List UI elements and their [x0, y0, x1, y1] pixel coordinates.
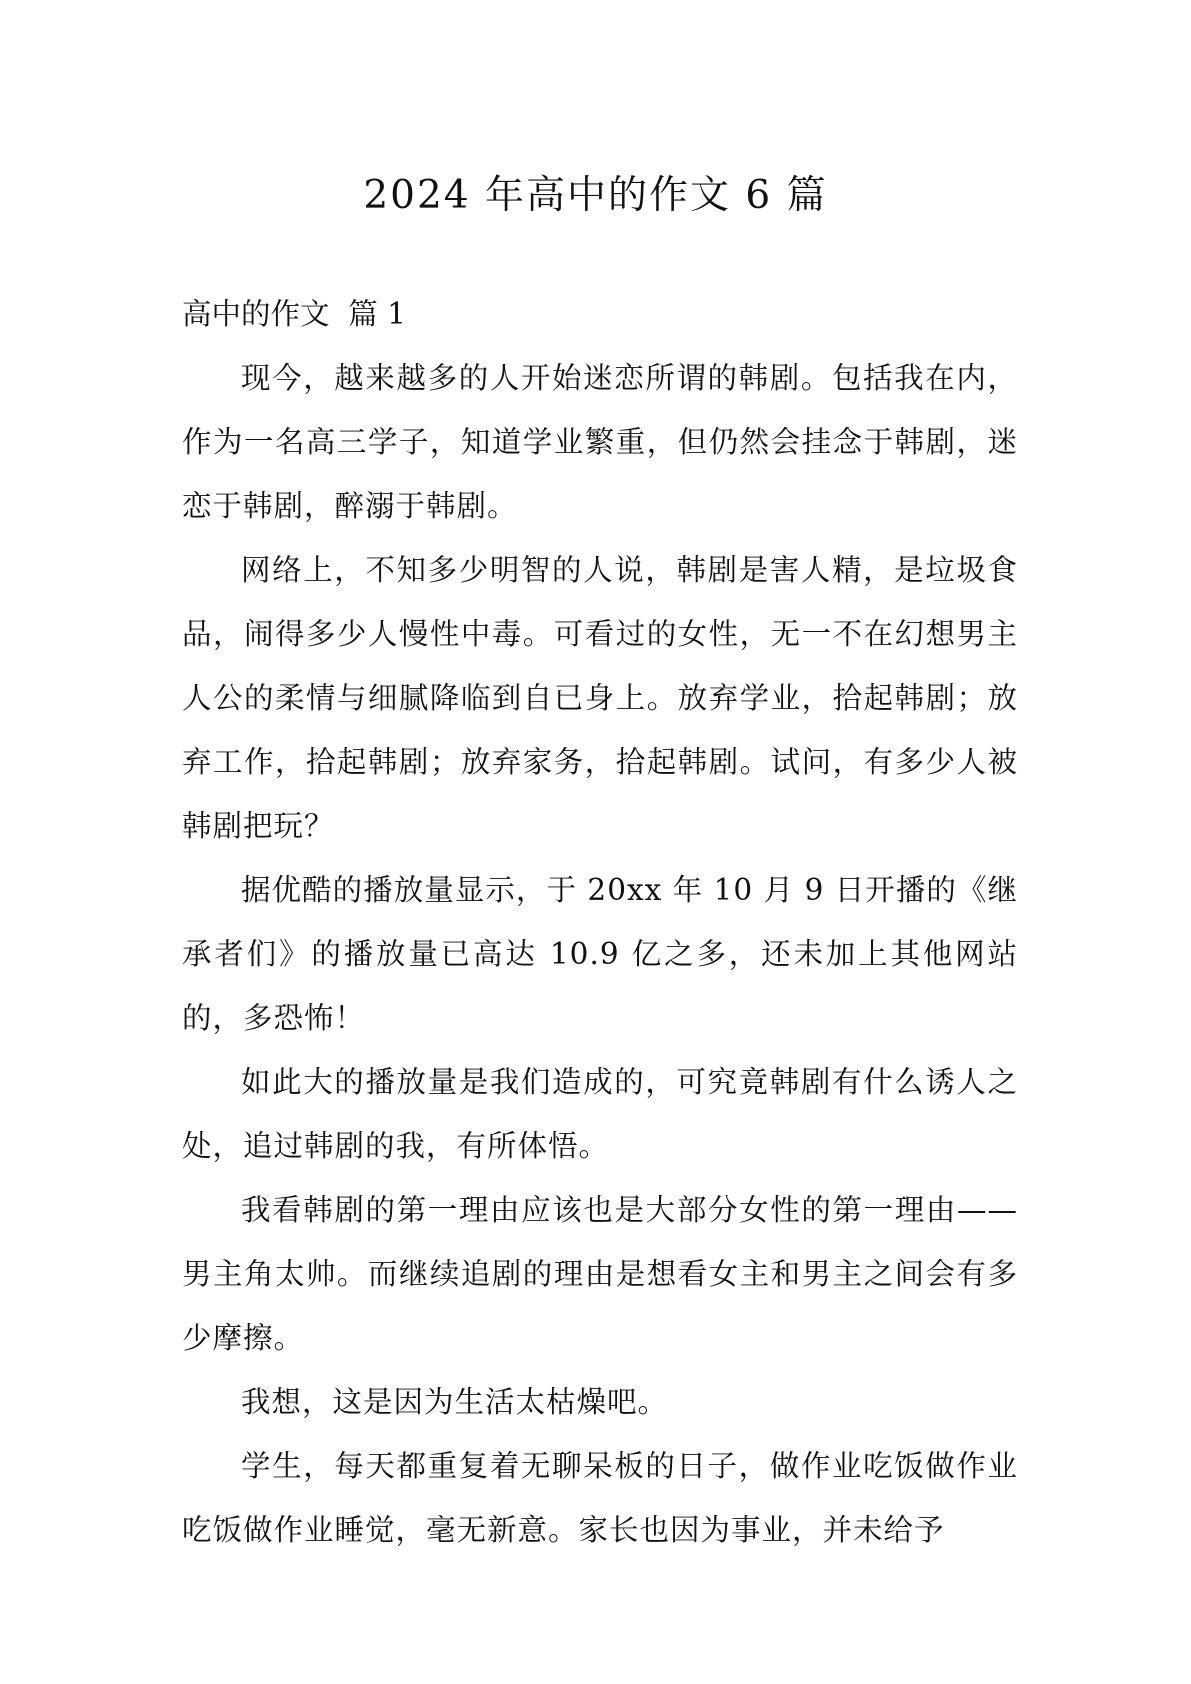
paragraph-1: 现今，越来越多的人开始迷恋所谓的韩剧。包括我在内，作为一名高三学子，知道学业繁重，但仍然会挂念于韩剧，迷恋于韩剧，醉溺于韩剧。	[182, 361, 1018, 523]
paragraph-3: 据优酷的播放量显示，于 20xx 年 10 月 9 日开播的《继承者们》的播放量已高达 10.9 亿之多，还未加上其他网站的，多恐怖！	[182, 873, 1018, 1035]
document-title: 2024 年高中的作文 6 篇	[363, 173, 828, 218]
paragraph-6: 我想，这是因为生活太枯燥吧。	[241, 1385, 669, 1419]
paragraph-2: 网络上，不知多少明智的人说，韩剧是害人精，是垃圾食品，闹得多少人慢性中毒。可看过的女性，无一不在幻想男主人公的柔情与细腻降临到自已身上。放弃学业，拾起韩剧；放弃工作，拾起韩剧；放弃家务，拾起韩剧。试问，有多少人被韩剧把玩？	[182, 553, 1018, 843]
document-body	[182, 282, 1018, 1562]
paragraph-7: 学生，每天都重复着无聊呆板的日子，做作业吃饭做作业吃饭做作业睡觉，毫无新意。家长也因为事业，并未给予	[182, 1449, 1018, 1547]
paragraph-5: 我看韩剧的第一理由应该也是大部分女性的第一理由——男主角太帅。而继续追剧的理由是想看女主和男主之间会有多少摩擦。	[182, 1193, 1018, 1355]
section-heading: 高中的作文 篇 1	[182, 297, 406, 331]
paragraph-4: 如此大的播放量是我们造成的，可究竟韩剧有什么诱人之处，追过韩剧的我，有所体悟。	[182, 1065, 1018, 1163]
